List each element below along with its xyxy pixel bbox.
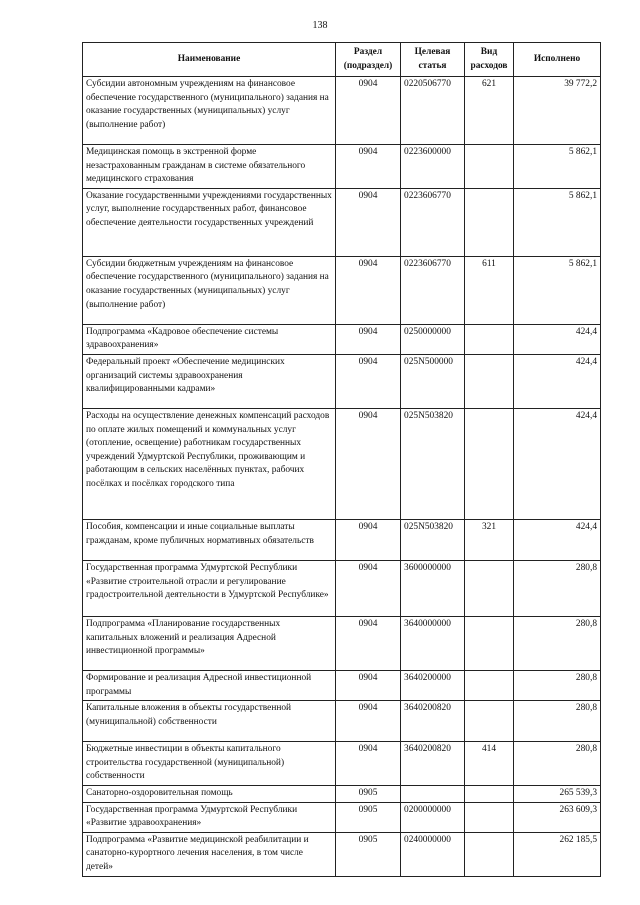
row-section: 0904 <box>336 701 401 742</box>
table-row <box>83 560 601 616</box>
row-article: 025N503820 <box>401 519 465 560</box>
row-name: Подпрограмма «Развитие медицинской реабилитации и санаторно-курортного лечения населения, в том числе детей» <box>83 832 336 876</box>
header-name: Наименование <box>83 43 336 77</box>
row-article: 3640200820 <box>401 701 465 742</box>
table-row <box>83 77 601 145</box>
row-executed: 280,8 <box>514 742 601 786</box>
row-expense-type: 611 <box>465 256 514 324</box>
row-executed: 5 862,1 <box>514 145 601 189</box>
row-name: Медицинская помощь в экстренной форме незастрахованным гражданам в системе обязательного медицинского страхования <box>83 145 336 189</box>
table-row <box>83 616 601 670</box>
row-name: Федеральный проект «Обеспечение медицинских организаций системы здравоохранения квалифицированными кадрами» <box>83 354 336 408</box>
budget-table <box>82 42 601 877</box>
row-section: 0904 <box>336 742 401 786</box>
row-executed: 39 772,2 <box>514 77 601 145</box>
row-article: 0200000000 <box>401 802 465 832</box>
row-article: 0223606770 <box>401 256 465 324</box>
row-name: Государственная программа Удмуртской Республики «Развитие строительной отрасли и регулирование градостроительной деятельности в Удмуртской Республике» <box>83 560 336 616</box>
row-section: 0904 <box>336 188 401 256</box>
table-row <box>83 519 601 560</box>
row-article <box>401 785 465 802</box>
row-name: Подпрограмма «Кадровое обеспечение системы здравоохранения» <box>83 324 336 354</box>
row-article: 0250000000 <box>401 324 465 354</box>
row-executed: 424,4 <box>514 354 601 408</box>
row-article: 0220506770 <box>401 77 465 145</box>
table-header-row <box>83 43 601 77</box>
row-executed: 280,8 <box>514 560 601 616</box>
header-section: Раздел (подраздел) <box>336 43 401 77</box>
row-executed: 280,8 <box>514 701 601 742</box>
table-row <box>83 742 601 786</box>
row-expense-type <box>465 785 514 802</box>
row-expense-type <box>465 802 514 832</box>
row-name: Расходы на осуществление денежных компенсаций расходов по оплате жилых помещений и коммунальных услуг (отопление, освещение) работникам государственных учреждений Удмуртской Республики, проживающим и работающим в сельских населённых пунктах, рабочих посёлках и посёлках городского типа <box>83 408 336 519</box>
row-name: Субсидии автономным учреждениям на финансовое обеспечение государственного (муниципального) задания на оказание государственных (муниципальных) услуг (выполнение работ) <box>83 77 336 145</box>
table-row <box>83 785 601 802</box>
row-article: 0223606770 <box>401 188 465 256</box>
row-article: 025N500000 <box>401 354 465 408</box>
row-article: 3640200000 <box>401 670 465 700</box>
row-expense-type <box>465 701 514 742</box>
row-section: 0904 <box>336 324 401 354</box>
row-section: 0905 <box>336 802 401 832</box>
row-section: 0904 <box>336 77 401 145</box>
table-row <box>83 802 601 832</box>
row-name: Государственная программа Удмуртской Республики «Развитие здравоохранения» <box>83 802 336 832</box>
row-article: 3640200820 <box>401 742 465 786</box>
table-row <box>83 324 601 354</box>
table-row <box>83 145 601 189</box>
row-article: 0240000000 <box>401 832 465 876</box>
row-expense-type <box>465 670 514 700</box>
row-expense-type <box>465 145 514 189</box>
table-row <box>83 256 601 324</box>
row-name: Формирование и реализация Адресной инвестиционной программы <box>83 670 336 700</box>
row-name: Подпрограмма «Планирование государственных капитальных вложений и реализация Адресной инвестиционной программы» <box>83 616 336 670</box>
row-executed: 265 539,3 <box>514 785 601 802</box>
row-expense-type: 321 <box>465 519 514 560</box>
row-executed: 424,4 <box>514 519 601 560</box>
row-article: 025N503820 <box>401 408 465 519</box>
row-section: 0904 <box>336 519 401 560</box>
row-executed: 424,4 <box>514 408 601 519</box>
row-expense-type: 621 <box>465 77 514 145</box>
row-name: Капитальные вложения в объекты государственной (муниципальной) собственности <box>83 701 336 742</box>
row-executed: 262 185,5 <box>514 832 601 876</box>
row-expense-type <box>465 324 514 354</box>
row-section: 0904 <box>336 560 401 616</box>
row-section: 0904 <box>336 670 401 700</box>
row-article: 0223600000 <box>401 145 465 189</box>
header-executed: Исполнено <box>514 43 601 77</box>
row-expense-type <box>465 832 514 876</box>
header-article: Целевая статья <box>401 43 465 77</box>
row-section: 0904 <box>336 354 401 408</box>
row-executed: 424,4 <box>514 324 601 354</box>
row-name: Пособия, компенсации и иные социальные выплаты гражданам, кроме публичных нормативных обязательств <box>83 519 336 560</box>
row-section: 0904 <box>336 256 401 324</box>
table-row <box>83 832 601 876</box>
row-article: 3600000000 <box>401 560 465 616</box>
table-row <box>83 701 601 742</box>
row-section: 0904 <box>336 408 401 519</box>
row-expense-type <box>465 354 514 408</box>
header-expense-type: Вид расходов <box>465 43 514 77</box>
row-section: 0905 <box>336 785 401 802</box>
row-expense-type <box>465 560 514 616</box>
row-executed: 5 862,1 <box>514 256 601 324</box>
row-expense-type <box>465 408 514 519</box>
row-section: 0904 <box>336 145 401 189</box>
row-section: 0905 <box>336 832 401 876</box>
row-executed: 280,8 <box>514 670 601 700</box>
row-name: Оказание государственными учреждениями государственных услуг, выполнение государственных работ, финансовое обеспечение деятельности государственных учреждений <box>83 188 336 256</box>
row-executed: 5 862,1 <box>514 188 601 256</box>
row-name: Бюджетные инвестиции в объекты капитального строительства государственной (муниципальной) собственности <box>83 742 336 786</box>
table-row <box>83 670 601 700</box>
row-name: Субсидии бюджетным учреждениям на финансовое обеспечение государственного (муниципального) задания на оказание государственных (муниципальных) услуг (выполнение работ) <box>83 256 336 324</box>
row-section: 0904 <box>336 616 401 670</box>
row-expense-type: 414 <box>465 742 514 786</box>
table-row <box>83 408 601 519</box>
row-expense-type <box>465 188 514 256</box>
page-number: 138 <box>312 20 328 31</box>
table-row <box>83 354 601 408</box>
row-expense-type <box>465 616 514 670</box>
row-name: Санаторно-оздоровительная помощь <box>83 785 336 802</box>
table-row <box>83 188 601 256</box>
row-executed: 280,8 <box>514 616 601 670</box>
row-article: 3640000000 <box>401 616 465 670</box>
row-executed: 263 609,3 <box>514 802 601 832</box>
